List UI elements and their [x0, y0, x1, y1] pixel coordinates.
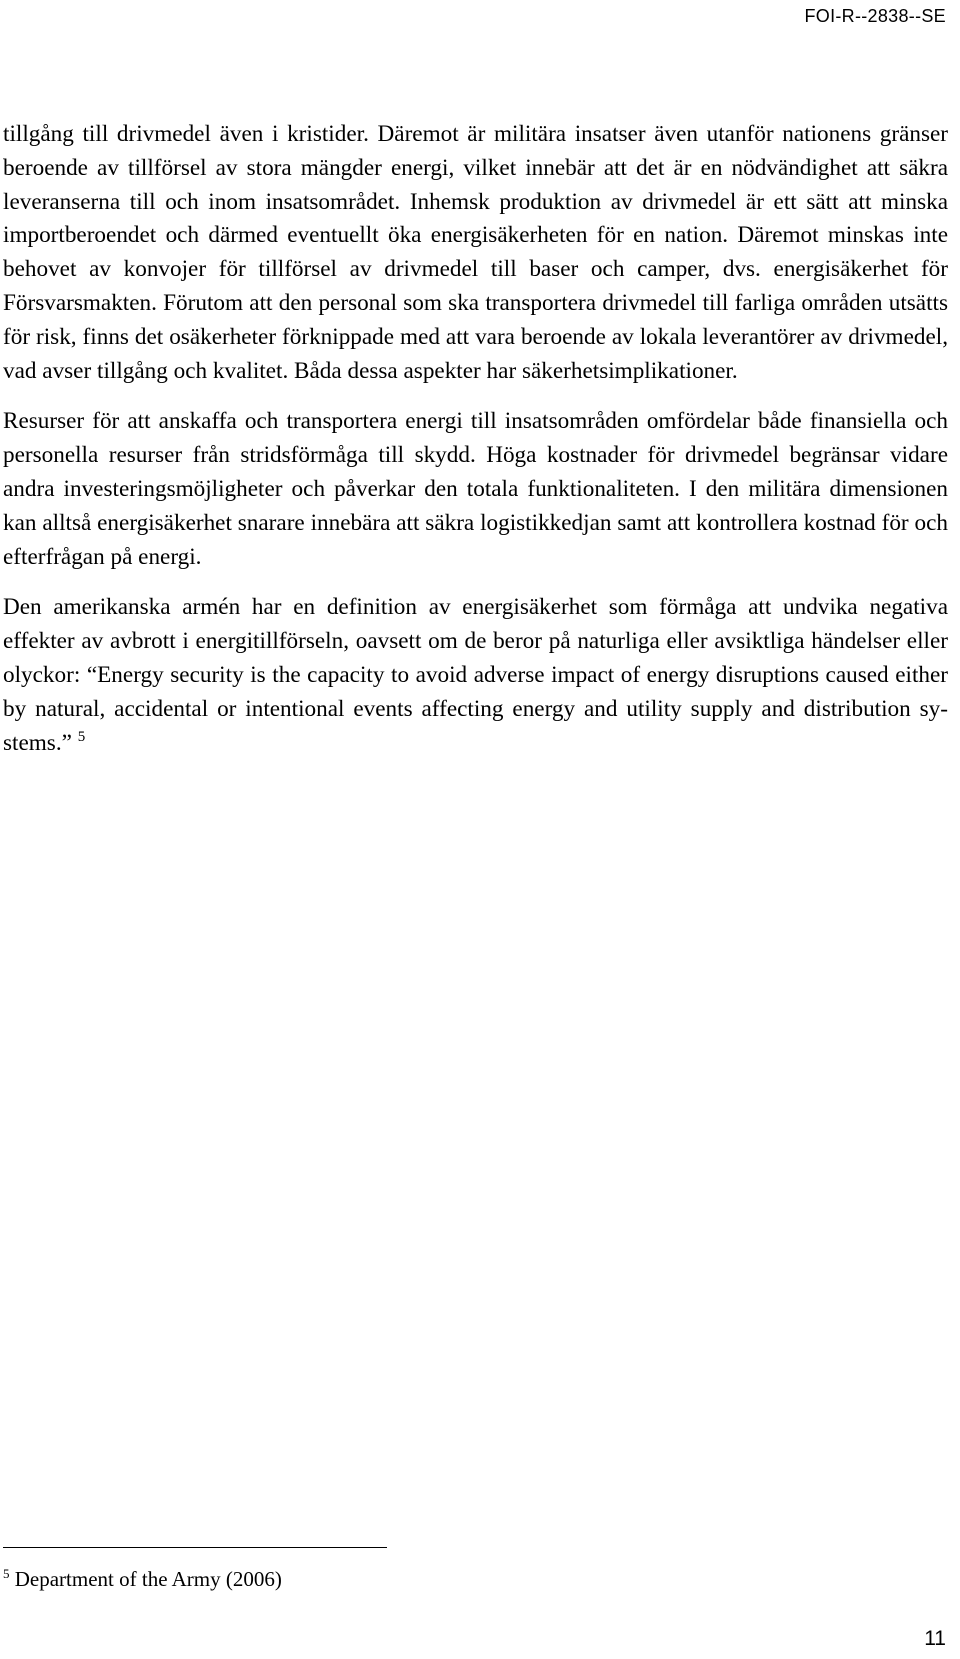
footnote [3, 1566, 282, 1592]
document-body [3, 118, 948, 777]
paragraph-3-text: Den amerikanska armén har en definition av energisäkerhet som förmåga att undvika negativa effekter av avbrott i energitillförseln, oavsett om de beror på naturliga eller avsiktliga händelser eller olyckor: “Energy security is the capacity to avoid adverse impact of energy disruptions caused either by natural, accidental or intentional events affecting energy and utility supply and distribution systems.” [3, 594, 948, 756]
paragraph-3 [3, 591, 948, 760]
report-id-header: FOI-R--2838--SE [804, 6, 946, 26]
footnote-reference[interactable]: 5 [77, 728, 86, 745]
paragraph-2: Resurser för att anskaffa och transportera energi till insatsområden omfördelar både finansiella och personella resurser från stridsförmåga till skydd. Höga kostnader för drivmedel begränsar vidare andra investeringsmöjligheter och påverkar den totala funktionaliteten. I den militära dimensionen kan alltså energisäkerhet snarare innebära att säkra logistikkedjan samt att kontrollera kostnad för och efterfrågan på energi. [3, 408, 948, 570]
footnote-text: Department of the Army (2006) [9, 1567, 282, 1591]
footnote-divider [3, 1547, 387, 1548]
page-number: 11 [924, 1627, 946, 1650]
footnote-number: 5 [3, 1566, 10, 1581]
paragraph-1: tillgång till drivmedel även i kristider. Däremot är militära insatser även utanför nationens gränser beroende av tillförsel av stora mängder energi, vilket innebär att det är en nödvändighet att säkra leveranserna till och inom insatsområdet. Inhemsk produktion av drivmedel är ett sätt att minska importberoendet och därmed eventuellt öka energisäkerheten för en nation. Däremot minskas inte behovet av konvojer för tillförsel av drivmedel till baser och camper, dvs. energisäkerhet för Försvarsmakten. Förutom att den personal som ska transportera drivmedel till farliga områden utsätts för risk, finns det osäkerheter förknippade med att vara beroende av lokala leverantörer av drivmedel, vad avser tillgång och kvalitet. Båda dessa aspekter har säkerhetsimplikationer. [3, 121, 948, 384]
